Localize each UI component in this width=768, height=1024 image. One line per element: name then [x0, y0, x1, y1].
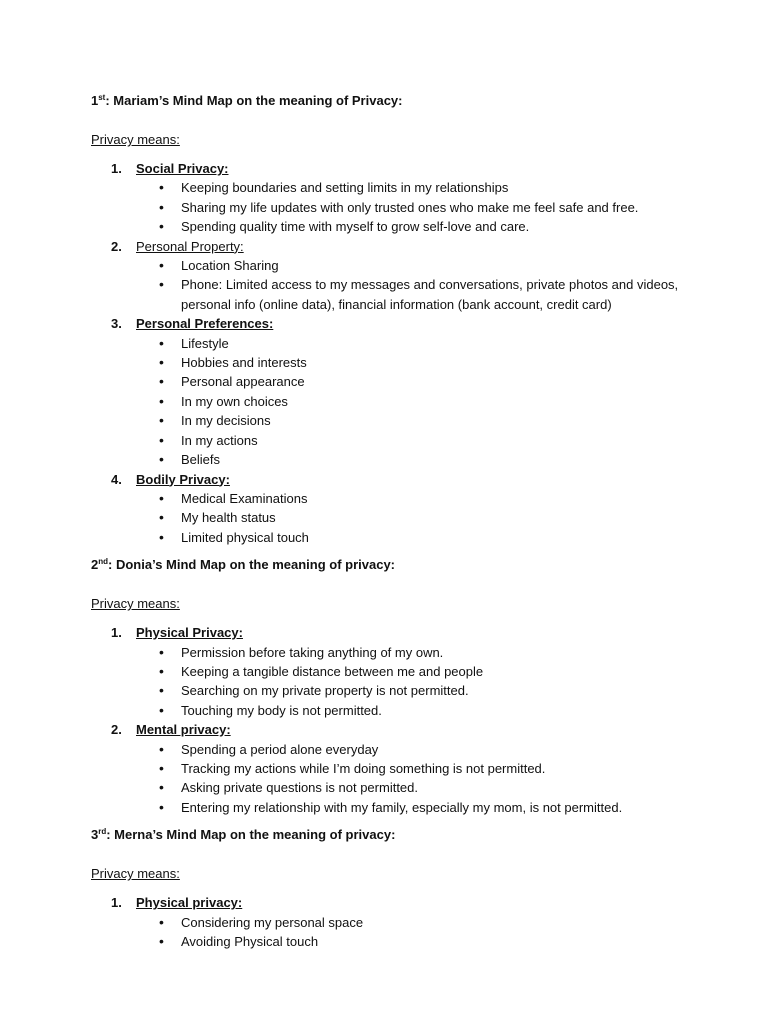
bullet-icon: •: [159, 392, 164, 409]
bullet-icon: •: [159, 451, 164, 468]
bullet-item: [136, 508, 731, 527]
heading-ordinal-suffix: st: [98, 93, 106, 102]
category-label: Personal Preferences:: [136, 316, 274, 332]
item-number: 2.: [111, 238, 122, 254]
numbered-list: [91, 623, 731, 817]
bullet-list: [136, 178, 731, 236]
category-label: Social Privacy:: [136, 161, 229, 176]
bullet-text: Beliefs: [181, 452, 221, 468]
item-number: 4.: [111, 471, 122, 487]
bullet-item: [136, 256, 731, 275]
heading-ordinal: 2: [91, 557, 99, 573]
bullet-icon: •: [159, 933, 164, 949]
bullet-text: Searching on my private property is not permitted.: [181, 683, 469, 699]
item-number: 1.: [111, 161, 122, 176]
bullet-text: Considering my personal space: [181, 914, 364, 930]
bullet-item: [136, 372, 731, 391]
numbered-item: [91, 720, 731, 817]
bullet-text: Medical Examinations: [181, 490, 308, 506]
bullet-icon: •: [159, 489, 164, 506]
bullet-text: My health status: [181, 510, 276, 526]
bullet-list: [136, 489, 731, 547]
bullet-icon: •: [159, 431, 164, 448]
bullet-item: [136, 178, 731, 197]
bullet-text: In my own choices: [181, 393, 288, 409]
numbered-list: [91, 893, 731, 951]
bullet-icon: •: [159, 528, 164, 545]
numbered-item: [91, 623, 731, 720]
bullet-icon: •: [159, 373, 164, 390]
bullet-item: [136, 334, 731, 353]
numbered-list: [91, 159, 731, 547]
bullet-icon: •: [159, 779, 164, 796]
numbered-item: [91, 159, 731, 237]
bullet-list: [136, 256, 731, 314]
heading-ordinal-suffix: nd: [98, 557, 109, 567]
bullet-icon: •: [159, 701, 164, 718]
bullet-icon: •: [159, 662, 164, 679]
item-number: 2.: [111, 722, 122, 738]
numbered-item: [91, 470, 731, 548]
heading-ordinal-suffix: rd: [98, 827, 107, 837]
bullet-text: Spending quality time with myself to grow self-love and care.: [181, 219, 530, 235]
privacy-means-label: Privacy means:: [91, 866, 180, 882]
bullet-text: Touching my body is not permitted.: [181, 702, 382, 718]
bullet-text: Sharing my life updates with only trusted ones who make me feel safe and free.: [181, 199, 639, 215]
bullet-text: Lifestyle: [181, 335, 229, 351]
bullet-item: [136, 681, 731, 700]
section-heading: [91, 825, 731, 845]
bullet-item: [136, 643, 731, 662]
bullet-item: [136, 431, 731, 450]
bullet-text: Keeping boundaries and setting limits in my relationships: [181, 180, 509, 196]
bullet-text: Tracking my actions while I’m doing something is not permitted.: [181, 760, 546, 776]
bullet-icon: •: [159, 798, 164, 815]
bullet-text: Avoiding Physical touch: [181, 934, 319, 949]
bullet-text: Spending a period alone everyday: [181, 741, 379, 757]
mind-map-section: [91, 825, 731, 951]
bullet-item: [136, 353, 731, 372]
bullet-icon: •: [159, 759, 164, 776]
section-heading: [91, 555, 731, 575]
bullet-icon: •: [159, 412, 164, 429]
bullet-item: [136, 740, 731, 759]
bullet-icon: •: [159, 740, 164, 757]
bullet-item: [136, 198, 731, 217]
bullet-text: Entering my relationship with my family, especially my mom, is not permitted.: [181, 799, 623, 815]
bullet-text: Phone: Limited access to my messages and conversations, private photos and videos, personal info (online data), financial information (bank account, credit card): [181, 277, 679, 312]
category-label: Physical privacy:: [136, 895, 243, 911]
bullet-item: [136, 392, 731, 411]
bullet-icon: •: [159, 198, 164, 215]
heading-title: : Donia’s Mind Map on the meaning of privacy:: [108, 557, 395, 573]
bullet-text: In my actions: [181, 432, 258, 448]
privacy-means-label: Privacy means:: [91, 596, 180, 612]
bullet-text: Hobbies and interests: [181, 355, 307, 371]
bullet-item: [136, 217, 731, 236]
bullet-item: [136, 759, 731, 778]
bullet-item: [136, 778, 731, 797]
bullet-icon: •: [159, 509, 164, 526]
bullet-item: [136, 701, 731, 720]
privacy-means-label: Privacy means:: [91, 132, 180, 147]
bullet-icon: •: [159, 276, 164, 293]
bullet-item: [136, 932, 731, 951]
numbered-item: [91, 893, 731, 951]
heading-ordinal: 1: [91, 93, 99, 108]
heading-ordinal: 3: [91, 827, 99, 843]
category-label: Personal Property:: [136, 238, 244, 254]
numbered-item: [91, 237, 731, 315]
category-label: Bodily Privacy:: [136, 471, 230, 487]
mind-map-section: [91, 91, 731, 547]
item-number: 3.: [111, 316, 122, 332]
document-page: [91, 91, 731, 951]
mind-map-section: [91, 555, 731, 817]
bullet-item: [136, 662, 731, 681]
bullet-item: [136, 528, 731, 547]
bullet-icon: •: [159, 218, 164, 235]
bullet-list: [136, 740, 731, 818]
bullet-icon: •: [159, 257, 164, 274]
section-heading: [91, 91, 731, 111]
bullet-text: Location Sharing: [181, 258, 279, 274]
bullet-item: [136, 489, 731, 508]
heading-title: : Mariam’s Mind Map on the meaning of Privacy:: [105, 93, 403, 108]
bullet-icon: •: [159, 913, 164, 930]
bullet-icon: •: [159, 334, 164, 351]
bullet-list: [136, 334, 731, 470]
bullet-icon: •: [159, 682, 164, 699]
item-number: 1.: [111, 895, 122, 911]
bullet-text: Personal appearance: [181, 374, 305, 390]
bullet-icon: •: [159, 179, 164, 196]
numbered-item: [91, 314, 731, 469]
bullet-text: Keeping a tangible distance between me and people: [181, 663, 484, 679]
bullet-text: Asking private questions is not permitted.: [181, 780, 419, 796]
bullet-text: Limited physical touch: [181, 529, 309, 545]
item-number: 1.: [111, 625, 122, 641]
bullet-icon: •: [159, 354, 164, 371]
bullet-item: [136, 798, 731, 817]
heading-title: : Merna’s Mind Map on the meaning of privacy:: [106, 827, 396, 843]
category-label: Mental privacy:: [136, 722, 231, 738]
bullet-item: [136, 913, 731, 932]
bullet-text: In my decisions: [181, 413, 271, 429]
bullet-list: [136, 643, 731, 721]
bullet-text: Permission before taking anything of my own.: [181, 644, 444, 660]
bullet-item: [136, 450, 731, 469]
bullet-list: [136, 913, 731, 952]
bullet-icon: •: [159, 643, 164, 660]
category-label: Physical Privacy:: [136, 625, 243, 641]
bullet-item: [136, 411, 731, 430]
bullet-item: [136, 275, 731, 314]
